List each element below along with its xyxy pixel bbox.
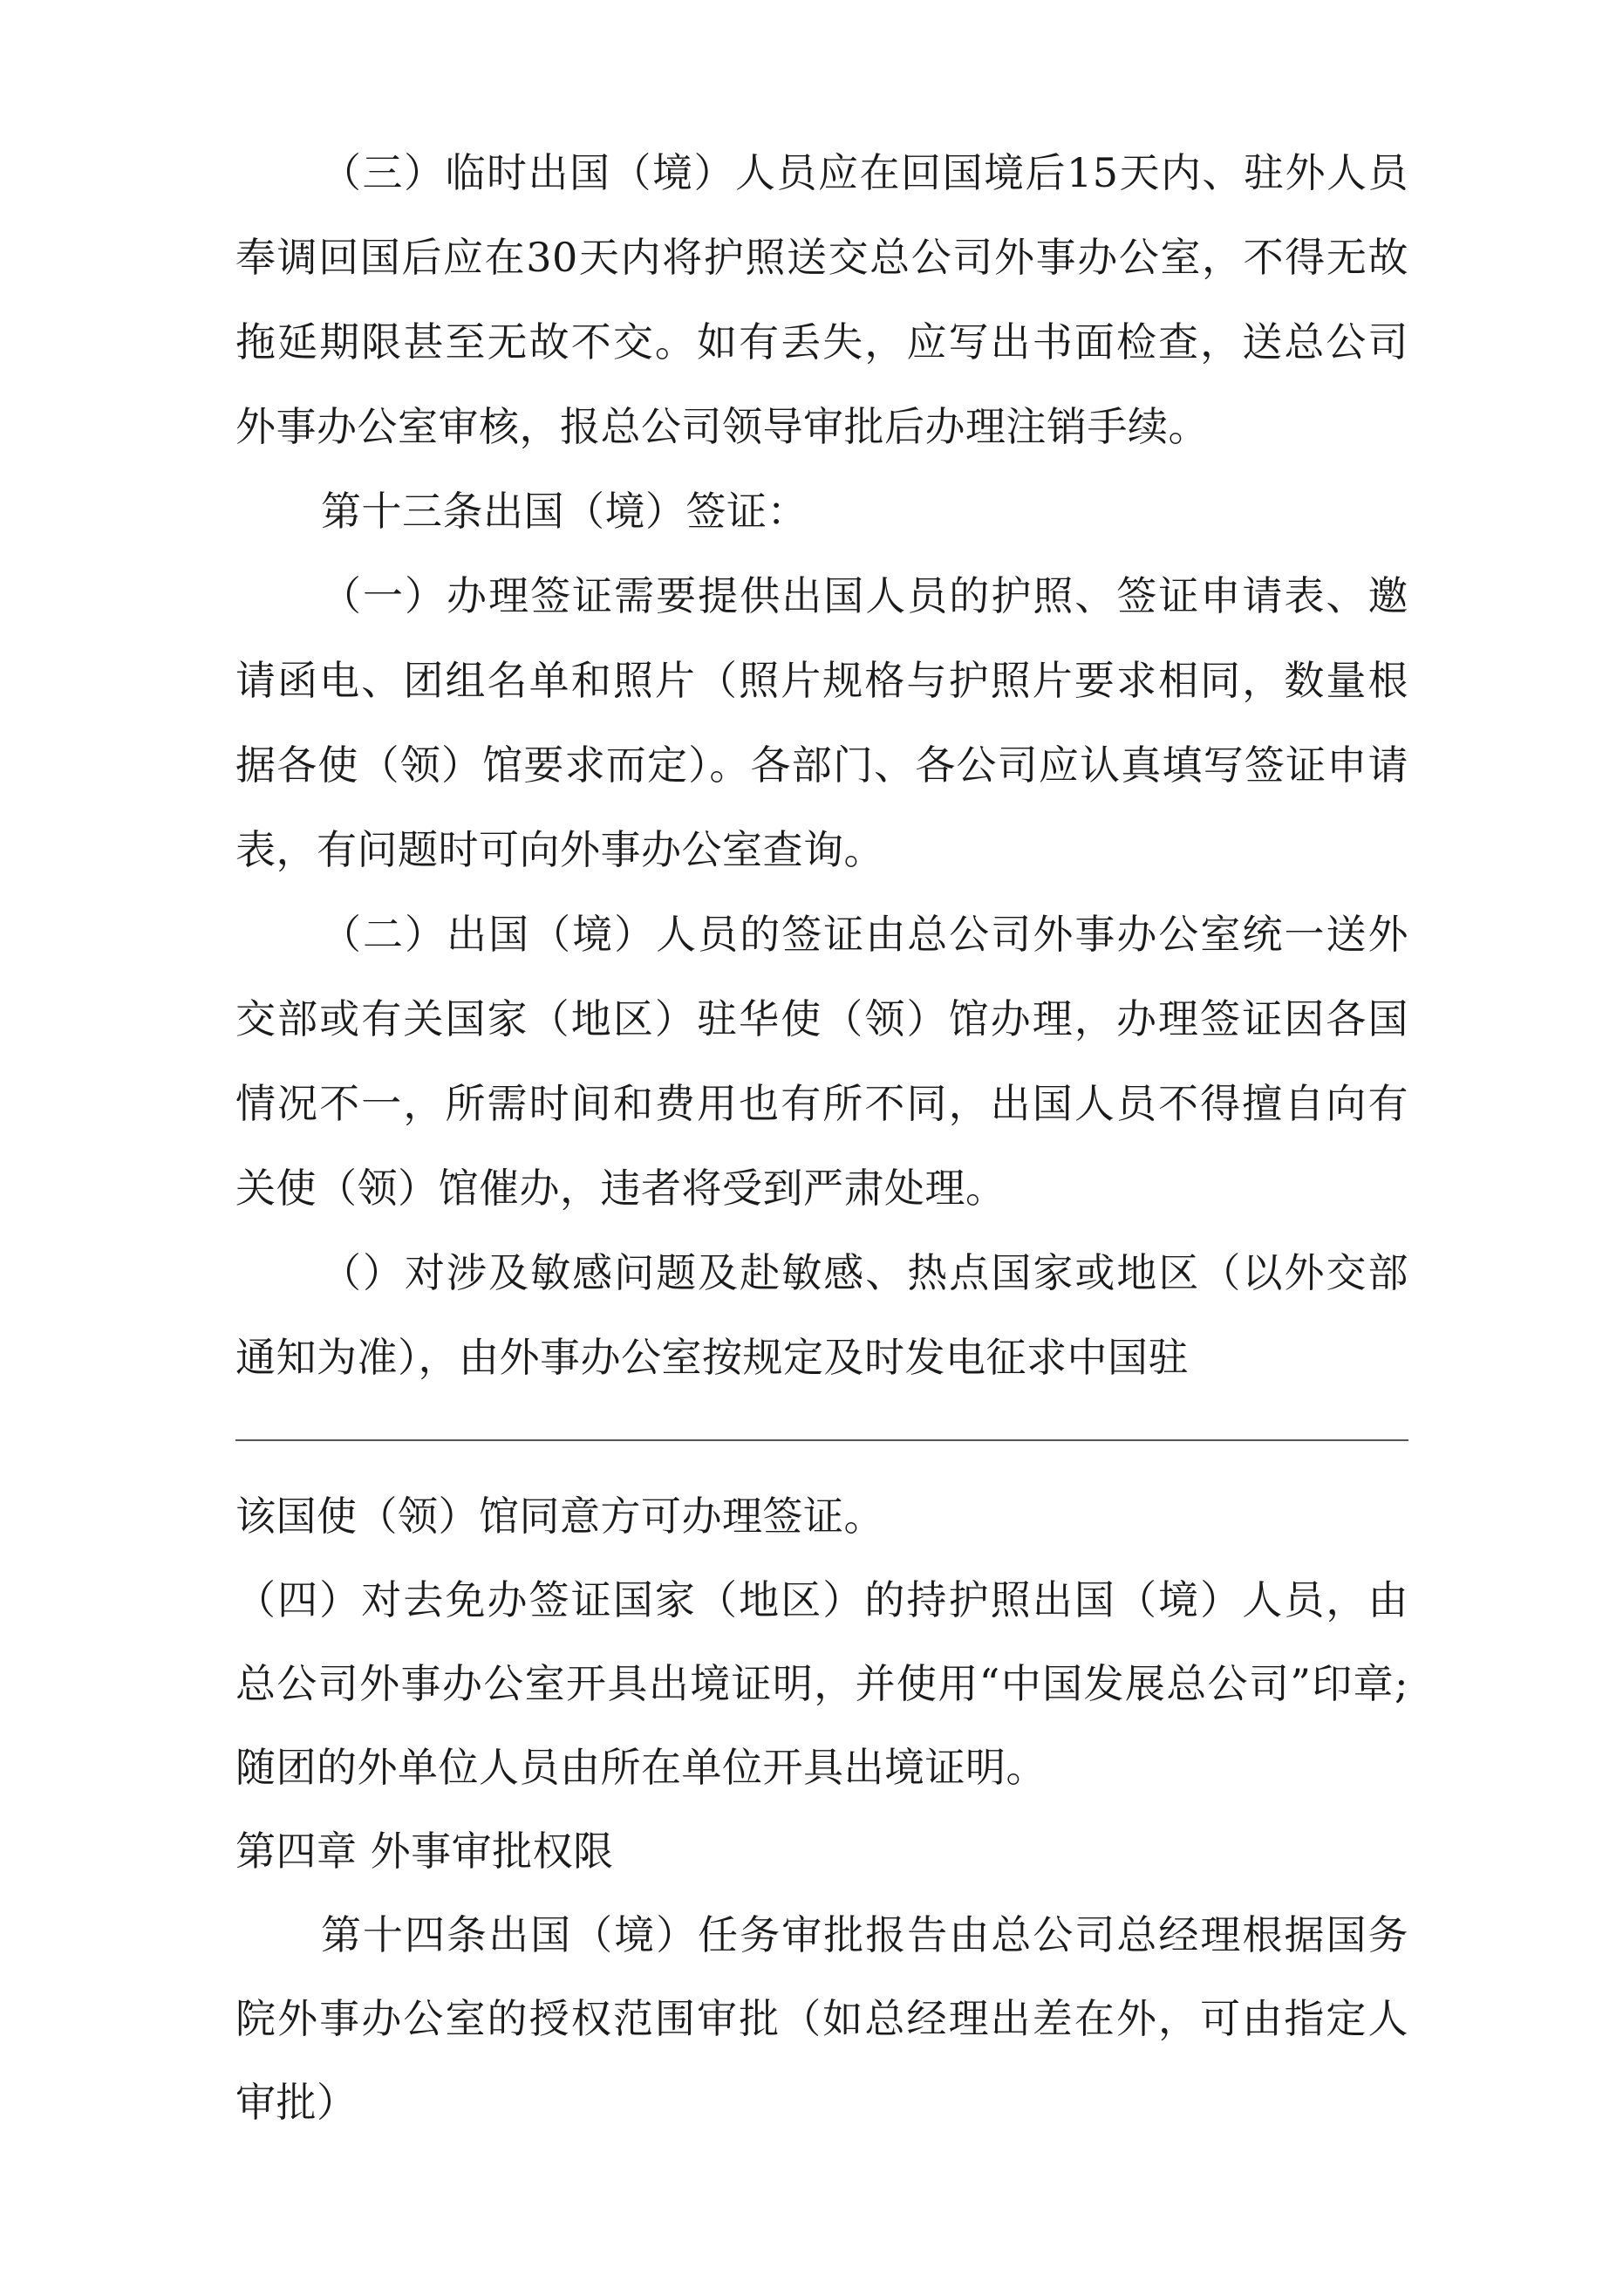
article-13-heading: 第十三条出国（境）签证： [321, 488, 808, 535]
paragraph-passport-return: （三）临时出国（境）人员应在回国境后15天内、驻外人员奉调回国后应在30天内将护照送交总公司外事办公室，不得无故拖延期限甚至无故不交。如有丢失，应写出书面检查，送总公司外事办公室审核，报总公司领导审批后办理注销手续。 [235, 149, 1408, 450]
paragraph-sensitive-countries: （）对涉及敏感问题及赴敏感、热点国家或地区（以外交部通知为准），由外事办公室按规定及时发电征求中国驻 [235, 1249, 1408, 1381]
article-14-paragraph: 第十四条出国（境）任务审批报告由总公司总经理根据国务院外事办公室的授权范围审批（如总经理出差在外，可由指定人审批） [235, 1911, 1408, 2126]
document-page-lower [235, 1474, 1408, 2144]
paragraph-visa-materials: （一）办理签证需要提供出国人员的护照、签证申请表、邀请函电、团组名单和照片（照片规格与护照片要求相同，数量根据各使（领）馆要求而定）。各部门、各公司应认真填写签证申请表，有问题时可向外事办公室查询。 [235, 572, 1408, 873]
paragraph-visa-exempt: （四）对去免办签证国家（地区）的持护照出国（境）人员，由总公司外事办公室开具出境证明，并使用“中国发展总公司”印章;随团的外单位人员由所在单位开具出境证明。 [235, 1576, 1408, 1791]
page-divider [235, 1439, 1408, 1441]
document-page-upper [235, 131, 1408, 1400]
chapter-4-heading: 第四章 外事审批权限 [235, 1828, 614, 1875]
paragraph-visa-processing: （二）出国（境）人员的签证由总公司外事办公室统一送外交部或有关国家（地区）驻华使（领）馆办理，办理签证因各国情况不一，所需时间和费用也有所不同，出国人员不得擅自向有关使（领）馆催办，违者将受到严肃处理。 [235, 911, 1408, 1212]
paragraph-continuation: 该国使（领）馆同意方可办理签证。 [235, 1493, 884, 1540]
